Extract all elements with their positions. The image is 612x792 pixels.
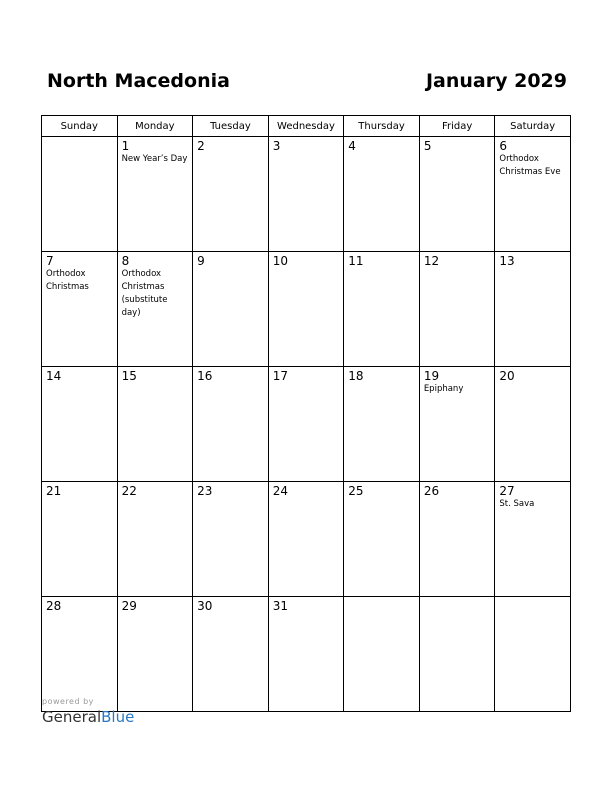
day-number: 10 (272, 254, 288, 268)
day-cell (42, 367, 118, 482)
week-row (42, 137, 571, 252)
day-number: 4 (348, 139, 356, 153)
day-number: 20 (499, 369, 515, 383)
day-number: 28 (46, 599, 62, 613)
day-number: 17 (272, 369, 288, 383)
day-cell (42, 137, 118, 252)
day-cell (193, 252, 269, 367)
day-cell (117, 252, 193, 367)
day-cell (268, 252, 344, 367)
day-number: 14 (46, 369, 62, 383)
day-number: 21 (46, 484, 62, 498)
weekday-sunday: Sunday (42, 116, 118, 137)
week-row (42, 597, 571, 712)
day-cell (268, 482, 344, 597)
day-number: 31 (272, 599, 288, 613)
day-cell (344, 597, 420, 712)
day-cell (344, 367, 420, 482)
day-cell (193, 482, 269, 597)
holiday-label: Orthodox Christmas (46, 269, 89, 292)
day-cell (419, 137, 495, 252)
weekday-wednesday: Wednesday (268, 116, 344, 137)
day-number: 19 (423, 369, 440, 383)
day-cell (495, 252, 571, 367)
day-number: 12 (423, 254, 440, 268)
day-number: 7 (46, 254, 54, 268)
day-cell (268, 597, 344, 712)
day-number: 22 (121, 484, 137, 498)
day-cell (268, 137, 344, 252)
day-number: 8 (121, 254, 130, 268)
day-number: 6 (499, 139, 508, 153)
day-number: 16 (197, 369, 213, 383)
day-cell (419, 252, 495, 367)
weekday-thursday: Thursday (344, 116, 420, 137)
day-number: 1 (121, 139, 130, 153)
day-number: 27 (499, 484, 515, 498)
day-cell (344, 252, 420, 367)
day-number: 23 (197, 484, 213, 498)
weekday-friday: Friday (419, 116, 495, 137)
week-row (42, 252, 571, 367)
day-cell (42, 597, 118, 712)
weekday-header-row (42, 116, 571, 137)
calendar-header (47, 70, 567, 100)
weekday-monday: Monday (117, 116, 193, 137)
day-cell (268, 367, 344, 482)
day-cell (42, 482, 118, 597)
day-cell (117, 137, 193, 252)
day-cell (117, 367, 193, 482)
day-number: 5 (423, 139, 432, 153)
holiday-label: Orthodox Christmas Eve (499, 154, 561, 177)
day-cell (344, 137, 420, 252)
day-cell (419, 482, 495, 597)
day-cell (419, 597, 495, 712)
day-number: 29 (121, 599, 137, 613)
day-number: 13 (499, 254, 515, 268)
weekday-saturday: Saturday (495, 116, 571, 137)
holiday-label: Epiphany (423, 384, 464, 394)
calendar-grid (41, 115, 571, 712)
day-cell (344, 482, 420, 597)
holiday-label: Orthodox Christmas (substitute day) (121, 269, 168, 318)
weekday-tuesday: Tuesday (193, 116, 269, 137)
day-number: 2 (197, 139, 205, 153)
day-cell (42, 252, 118, 367)
powered-by-text: powered by (42, 697, 94, 706)
day-number: 30 (197, 599, 213, 613)
holiday-label: St. Sava (499, 499, 535, 509)
brand-blue: Blue (101, 708, 135, 726)
month-title: January 2029 (425, 70, 567, 92)
day-number: 18 (348, 369, 364, 383)
generalblue-logo[interactable] (42, 708, 134, 726)
day-cell (193, 597, 269, 712)
day-cell (419, 367, 495, 482)
day-number: 9 (197, 254, 205, 268)
day-cell (193, 137, 269, 252)
footer-branding (42, 697, 134, 726)
holiday-label: New Year’s Day (121, 154, 188, 164)
day-number: 25 (348, 484, 364, 498)
day-cell (117, 482, 193, 597)
day-cell (193, 367, 269, 482)
day-cell (117, 597, 193, 712)
week-row (42, 367, 571, 482)
day-cell (495, 482, 571, 597)
day-number: 24 (272, 484, 288, 498)
country-title: North Macedonia (47, 70, 230, 92)
week-row (42, 482, 571, 597)
day-number: 11 (348, 254, 364, 268)
day-number: 3 (272, 139, 281, 153)
day-number: 26 (423, 484, 440, 498)
day-cell (495, 367, 571, 482)
day-number: 15 (121, 369, 137, 383)
day-cell (495, 597, 571, 712)
brand-general: General (42, 708, 102, 726)
day-cell (495, 137, 571, 252)
